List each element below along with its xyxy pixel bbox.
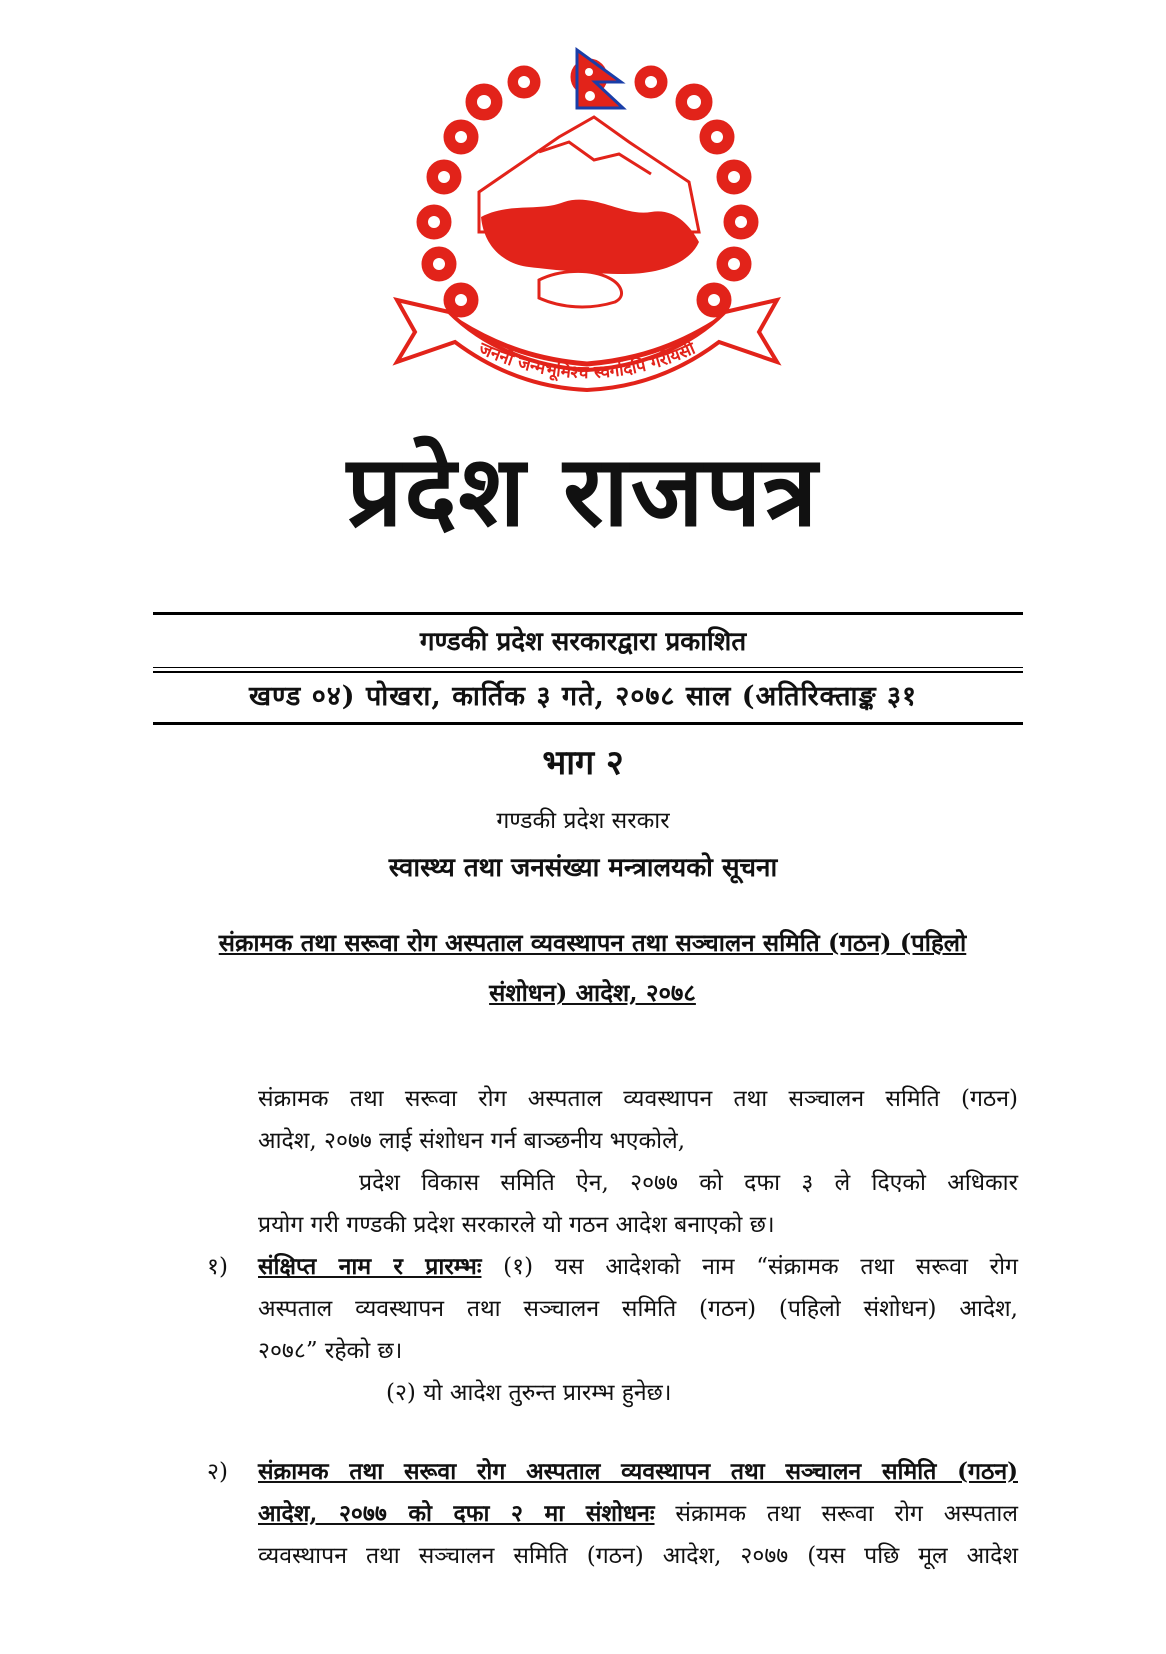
section-number: १) xyxy=(207,1254,228,1280)
section-heading: संक्षिप्त नाम र प्रारम्भः xyxy=(258,1253,482,1280)
order-title xyxy=(165,918,1020,1018)
government-name: गण्डकी प्रदेश सरकार xyxy=(496,808,670,834)
section-1-subsection-2: (२) यो आदेश तुरुन्त प्रारम्भ हुनेछ। xyxy=(386,1380,672,1406)
section-text: संक्रामक तथा सरूवा रोग अस्पताल xyxy=(654,1501,1018,1527)
preamble-line-2: आदेश, २०७७ लाई संशोधन गर्न बाञ्छनीय भएकोले, xyxy=(258,1128,686,1154)
nepal-emblem xyxy=(389,42,785,398)
section-1-line-3: २०७८” रहेको छ। xyxy=(258,1338,403,1364)
section-2-line-3: व्यवस्थापन तथा सञ्चालन समिति (गठन) आदेश, २०७७ (यस पछि मूल आदेश xyxy=(258,1543,1018,1569)
preamble-line-4: प्रयोग गरी गण्डकी प्रदेश सरकारले यो गठन आदेश बनाएको छ। xyxy=(258,1212,775,1238)
ministry-notice: स्वास्थ्य तथा जनसंख्या मन्त्रालयको सूचना xyxy=(388,853,778,883)
header-rule-middle-thick xyxy=(153,671,1023,673)
publisher-line: गण्डकी प्रदेश सरकारद्वारा प्रकाशित xyxy=(419,627,747,657)
order-title-line-2: संशोधन) आदेश, २०७८ xyxy=(489,978,696,1007)
section-2-line-2 xyxy=(258,1496,1018,1532)
preamble-line-3: प्रदेश विकास समिति ऐन, २०७७ को दफा ३ ले दिएको अधिकार xyxy=(359,1170,1018,1196)
section-1-line-2: अस्पताल व्यवस्थापन तथा सञ्चालन समिति (गठन) (पहिलो संशोधन) आदेश, xyxy=(258,1296,1018,1322)
gazette-title: प्रदेश राजपत्र xyxy=(346,435,820,549)
header-rule-bottom xyxy=(153,722,1023,725)
issue-line: खण्ड ०४) पोखरा, कार्तिक ३ गते, २०७८ साल (अतिरिक्ताङ्क ३१ xyxy=(248,681,918,712)
order-title-line-1: संक्रामक तथा सरूवा रोग अस्पताल व्यवस्थापन तथा सञ्चालन समिति (गठन) (पहिलो xyxy=(218,928,967,957)
section-number: २) xyxy=(207,1459,228,1485)
emblem-motto: जननी जन्मभूमिश्च स्वर्गादपि गरीयसी xyxy=(475,338,699,384)
section-2-heading-line-1: संक्रामक तथा सरूवा रोग अस्पताल व्यवस्थापन तथा सञ्चालन समिति (गठन) xyxy=(258,1458,1018,1485)
section-text: (१) यस आदेशको नाम “संक्रामक तथा सरूवा रोग xyxy=(481,1254,1018,1280)
section-heading: आदेश, २०७७ को दफा २ मा संशोधनः xyxy=(258,1500,655,1527)
preamble-line-1: संक्रामक तथा सरूवा रोग अस्पताल व्यवस्थापन तथा सञ्चालन समिति (गठन) xyxy=(258,1086,1018,1112)
nepal-flag-icon xyxy=(577,50,623,108)
header-rule-middle xyxy=(153,667,1023,668)
part-heading: भाग २ xyxy=(542,743,624,783)
header-rule-top xyxy=(153,612,1023,615)
section-1-line-1 xyxy=(258,1249,1018,1285)
handshake-icon xyxy=(539,271,622,307)
